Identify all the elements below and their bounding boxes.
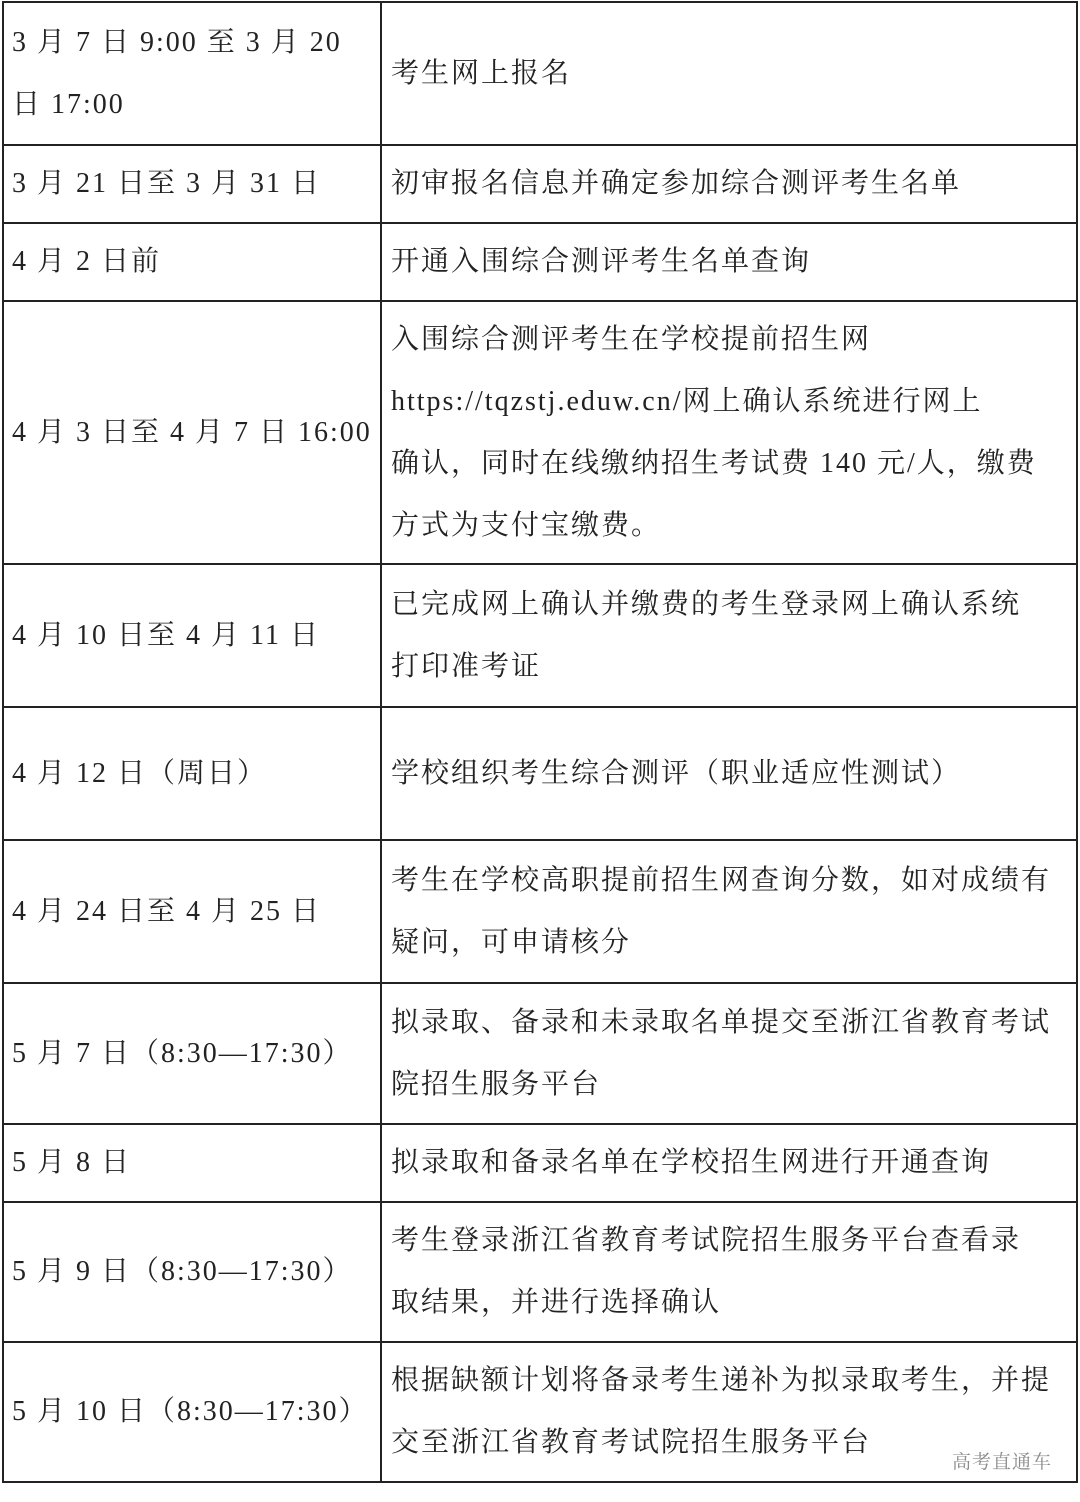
- date-cell: [3, 707, 381, 840]
- event-cell-line: 拟录取和备录名单在学校招生网进行开通查询: [391, 1147, 992, 1178]
- table-row: [3, 707, 1077, 840]
- date-cell-line: 4 月 24 日至 4 月 25 日: [12, 895, 322, 927]
- event-cell-line: 已完成网上确认并缴费的考生登录网上确认系统: [391, 588, 1022, 620]
- event-cell: [381, 1124, 1077, 1202]
- schedule-table: [2, 1, 1078, 1483]
- watermark: 高考直通车: [951, 1451, 1052, 1473]
- table-row: [3, 2, 1077, 145]
- event-cell: [381, 840, 1077, 983]
- event-cell-line: 开通入围综合测评考生名单查询: [391, 246, 812, 277]
- date-cell-line: 日 17:00: [12, 88, 125, 120]
- event-cell-line: 考生网上报名: [391, 57, 572, 89]
- event-cell-line: 确认，同时在线缴纳招生考试费 140 元/人，缴费: [391, 447, 1037, 479]
- table-row: [3, 223, 1077, 301]
- date-cell: [3, 145, 381, 223]
- date-cell: [3, 1202, 381, 1342]
- date-cell-line: 5 月 8 日: [12, 1147, 132, 1178]
- event-cell: [381, 145, 1077, 223]
- date-cell: [3, 223, 381, 301]
- date-cell: [3, 1342, 381, 1482]
- event-cell: [381, 2, 1077, 145]
- table-row: [3, 1202, 1077, 1342]
- date-cell: [3, 2, 381, 145]
- table-row: [3, 564, 1077, 707]
- event-cell-line: 拟录取、备录和未录取名单提交至浙江省教育考试: [391, 1006, 1052, 1038]
- event-cell: [381, 301, 1077, 564]
- date-cell-line: 5 月 9 日（8:30—17:30）: [12, 1256, 353, 1287]
- date-cell-line: 4 月 12 日（周日）: [12, 757, 268, 789]
- table-row: [3, 1342, 1077, 1482]
- event-cell-line: 院招生服务平台: [391, 1068, 602, 1100]
- event-cell-line: 考生在学校高职提前招生网查询分数，如对成绩有: [391, 864, 1052, 896]
- date-cell: [3, 983, 381, 1124]
- table-row: [3, 1124, 1077, 1202]
- event-cell-line: 学校组织考生综合测评（职业适应性测试）: [391, 757, 962, 789]
- event-cell-line: https://tqzstj.eduw.cn/网上确认系统进行网上: [391, 385, 983, 417]
- event-cell-line: 交至浙江省教育考试院招生服务平台: [391, 1427, 872, 1458]
- table-row: [3, 301, 1077, 564]
- event-cell-line: 方式为支付宝缴费。: [391, 509, 662, 541]
- event-cell-line: 初审报名信息并确定参加综合测评考生名单: [391, 168, 962, 199]
- event-cell: [381, 564, 1077, 707]
- date-cell-line: 3 月 21 日至 3 月 31 日: [12, 168, 322, 199]
- date-cell-line: 4 月 10 日至 4 月 11 日: [12, 619, 320, 651]
- event-cell-line: 入围综合测评考生在学校提前招生网: [391, 323, 872, 355]
- date-cell-line: 4 月 3 日至 4 月 7 日 16:00: [12, 416, 372, 448]
- event-cell-line: 考生登录浙江省教育考试院招生服务平台查看录: [391, 1225, 1022, 1256]
- event-cell: [381, 983, 1077, 1124]
- event-cell: [381, 223, 1077, 301]
- table-row: [3, 840, 1077, 983]
- event-cell-line: 打印准考证: [391, 650, 542, 682]
- table-row: [3, 983, 1077, 1124]
- event-cell-line: 疑问，可申请核分: [391, 926, 632, 958]
- event-cell-line: 取结果，并进行选择确认: [391, 1287, 722, 1318]
- date-cell-line: 5 月 10 日（8:30—17:30）: [12, 1396, 369, 1427]
- date-cell-line: 5 月 7 日（8:30—17:30）: [12, 1037, 353, 1069]
- date-cell: [3, 301, 381, 564]
- event-cell: [381, 1202, 1077, 1342]
- date-cell-line: 3 月 7 日 9:00 至 3 月 20: [12, 26, 342, 58]
- date-cell-line: 4 月 2 日前: [12, 246, 162, 277]
- date-cell: [3, 564, 381, 707]
- table-row: [3, 145, 1077, 223]
- event-cell: [381, 707, 1077, 840]
- date-cell: [3, 840, 381, 983]
- date-cell: [3, 1124, 381, 1202]
- event-cell-line: 根据缺额计划将备录考生递补为拟录取考生，并提: [391, 1365, 1052, 1396]
